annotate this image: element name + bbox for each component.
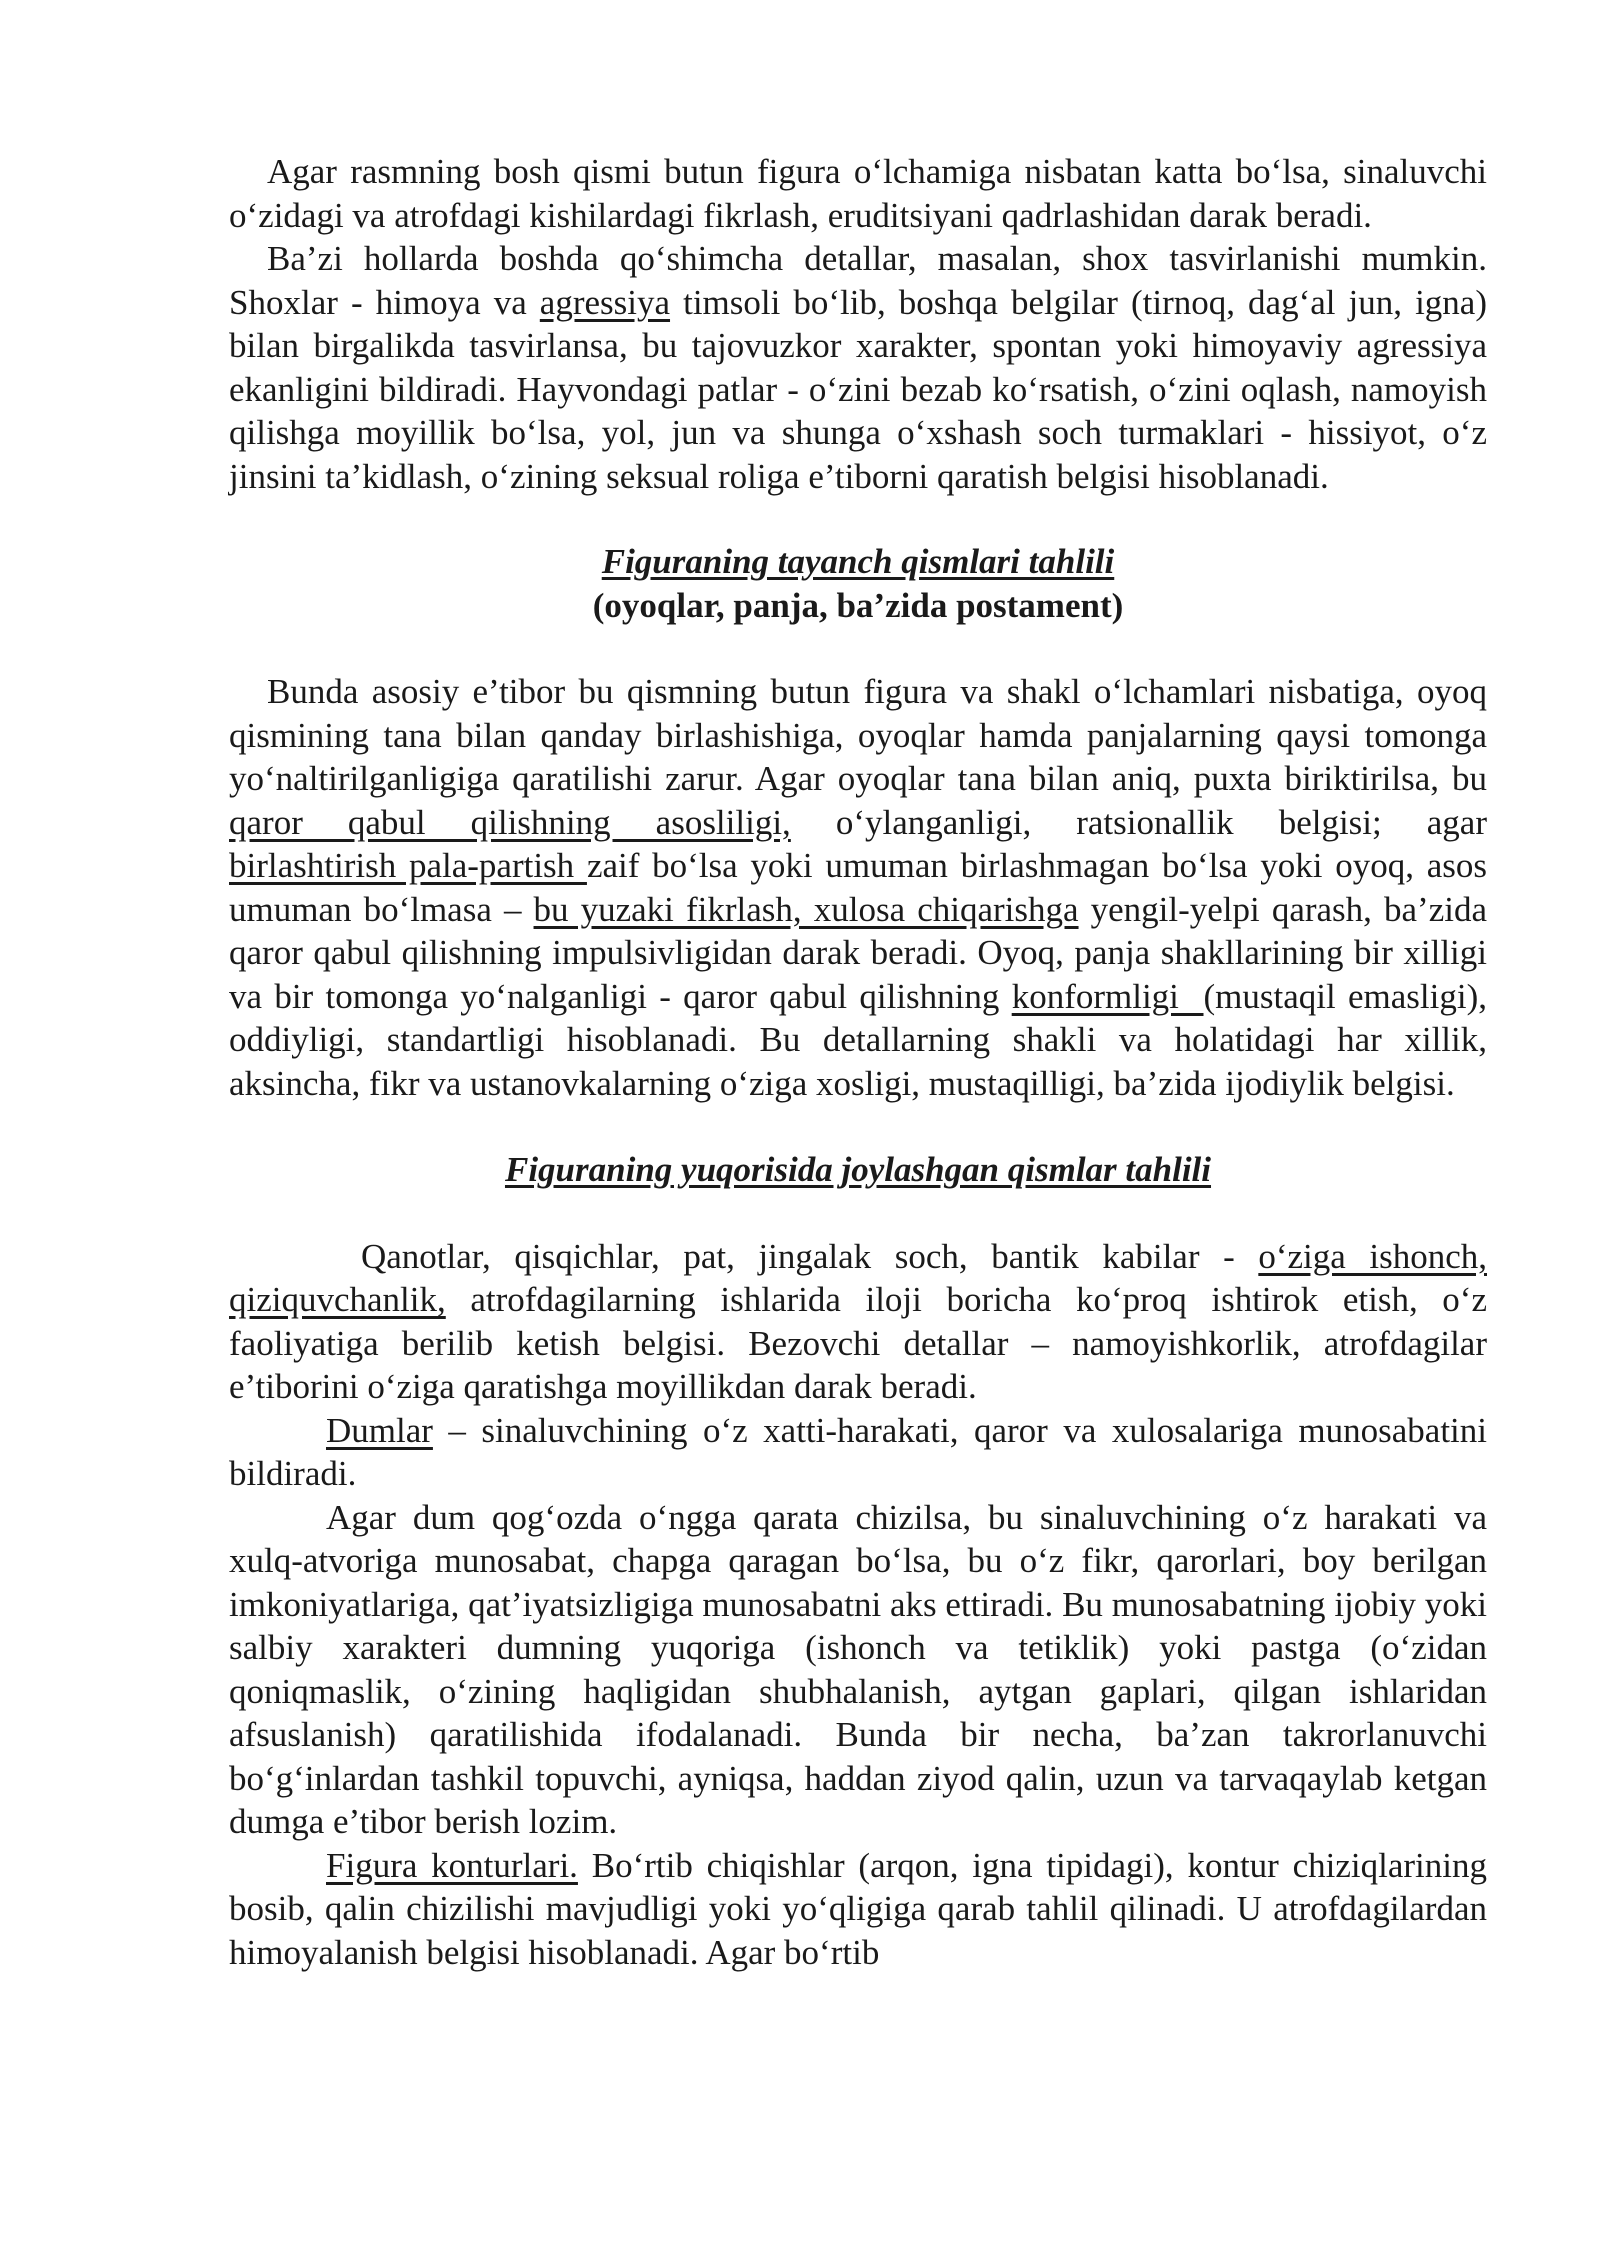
- underlined-term: konformligi: [1011, 976, 1204, 1016]
- underlined-term: o‘ziga ishonch, qiziquvchanlik,: [229, 1236, 1487, 1319]
- paragraph-text: Agar dum qog‘ozda o‘ngga qarata chizilsa, bu sinaluvchining o‘z harakati va xulq-atvoriga munosabat, chapga qaragan bo‘lsa, bu o‘z fikr, qarorlari, boy berilgan imkoniyatlariga, qat’iyatsizligiga munosabatni aks ettiradi. Bu munosabatning ijobiy yoki salbiy xarakteri dumning yuqoriga (ishonch va tetiklik) yoki pastga (o‘zidan qoniqmaslik, o‘zining haqligidan shubhalanish, aytgan gaplari, qilgan ishlaridan afsuslanish) qaratilishida ifodalanadi. Bunda bir necha, ba’zan takrorlanuvchi bo‘g‘inlardan tashkil topuvchi, ayniqsa, haddan ziyod qalin, uzun va tarvaqaylab ketgan dumga e’tibor berish lozim.: [229, 1497, 1487, 1841]
- paragraph-text: atrofdagilarning ishlarida iloji boricha ko‘proq ishtirok etish, o‘z faoliyatiga berilib ketish belgisi. Bezovchi detallar – namoyishkorlik, atrofdagilar e’tiborini o‘ziga qaratishga moyillikdan darak beradi.: [229, 1280, 1487, 1406]
- section-subheading: (oyoqlar, panja, ba’zida postament): [592, 585, 1124, 625]
- paragraph-text: o‘ylanganligi, ratsionallik belgisi; agar: [790, 802, 1487, 842]
- paragraph-legs: [229, 670, 1487, 1105]
- underlined-term: bu yuzaki fikrlash, xulosa chiqarishga: [533, 889, 1079, 929]
- paragraph-text: Bunda asosiy e’tibor bu qismning butun figura va shakl o‘lchamlari nisbatiga, oyoq qismining tana bilan qanday birlashishiga, oyoqlar hamda panjalarning qaysi tomonga yo‘naltirilganligiga qaratilishi zarur. Agar oyoqlar tana bilan aniq, puxta biriktirilsa, bu: [229, 672, 1487, 798]
- underlined-term: Figura konturlari.: [326, 1845, 578, 1885]
- section-heading-upper-parts: Figuraning yuqorisida joylashgan qismlar tahlili: [504, 1150, 1212, 1189]
- paragraph-tails: [229, 1409, 1487, 1496]
- paragraph-text: – sinaluvchining o‘z xatti-harakati, qaror va xulosalariga munosabatini bildiradi.: [229, 1410, 1487, 1493]
- paragraph-text: yengil-yelpi qarash, ba’zida qaror qabul qilishning impulsivligidan darak beradi. Oyoq, panja shakllarining bir xilligi va bir tomonga yo‘nalganligi - qaror qabul qilishning: [229, 889, 1487, 1016]
- underlined-term: birlashtirish pala-partish: [229, 846, 587, 885]
- paragraph-wings: [229, 1235, 1487, 1409]
- underlined-term: agressiya: [539, 282, 671, 322]
- paragraph-text: (mustaqil emasligi), oddiyligi, standartligi hisoblanadi. Bu detallarning shakli va holatidagi har xillik, aksincha, fikr va ustanovkalarning o‘ziga xosligi, mustaqilligi, ba’zida ijodiylik belgisi.: [229, 976, 1487, 1103]
- paragraph-horns: [229, 237, 1487, 498]
- paragraph-head-size: [229, 150, 1487, 237]
- paragraph-text: Agar rasmning bosh qismi butun figura o‘lchamiga nisbatan katta bo‘lsa, sinaluvchi o‘zidagi va atrofdagi kishilardagi fikrlash, eruditsiyani qadrlashidan darak beradi.: [229, 152, 1487, 235]
- paragraph-text: Bo‘rtib chiqishlar (arqon, igna tipidagi), kontur chiziqlarining bosib, qalin chizilishi mavjudligi yoki yo‘qligiga qarab tahlil qilinadi. U atrofdagilardan himoyalanish belgisi hisoblanadi. Agar bo‘rtib: [229, 1845, 1487, 1972]
- section-heading-support-parts: Figuraning tayanch qismlari tahlili: [601, 542, 1115, 581]
- paragraph-contours: [229, 1844, 1487, 1975]
- underlined-term: Dumlar: [326, 1410, 433, 1450]
- paragraph-text: Qanotlar, qisqichlar, pat, jingalak soch, bantik kabilar -: [361, 1236, 1259, 1276]
- underlined-term: qaror qabul qilishning asosliligi,: [229, 802, 791, 842]
- paragraph-text: Ba’zi hollarda boshda qo‘shimcha detallar, masalan, shox tasvirlanishi mumkin. Shoxlar - himoya va: [229, 239, 1487, 322]
- paragraph-tail-direction: [229, 1496, 1487, 1844]
- paragraph-text: zaif bo‘lsa yoki umuman birlashmagan bo‘lsa yoki oyoq, asos umuman bo‘lmasa –: [229, 846, 1488, 929]
- paragraph-text: timsoli bo‘lib, boshqa belgilar (tirnoq, dag‘al jun, igna) bilan birgalikda tasvirlansa, bu tajovuzkor xarakter, spontan yoki himoyaviy agressiya ekanligini bildiradi. Hayvondagi patlar - o‘zini bezab ko‘rsatish, o‘zini oqlash, namoyish qilishga moyillik bo‘lsa, yol, jun va shunga o‘xshash soch turmaklari - hissiyot, o‘z jinsini ta’kidlash, o‘zining seksual roliga e’tiborni qaratish belgisi hisoblanadi.: [229, 282, 1487, 496]
